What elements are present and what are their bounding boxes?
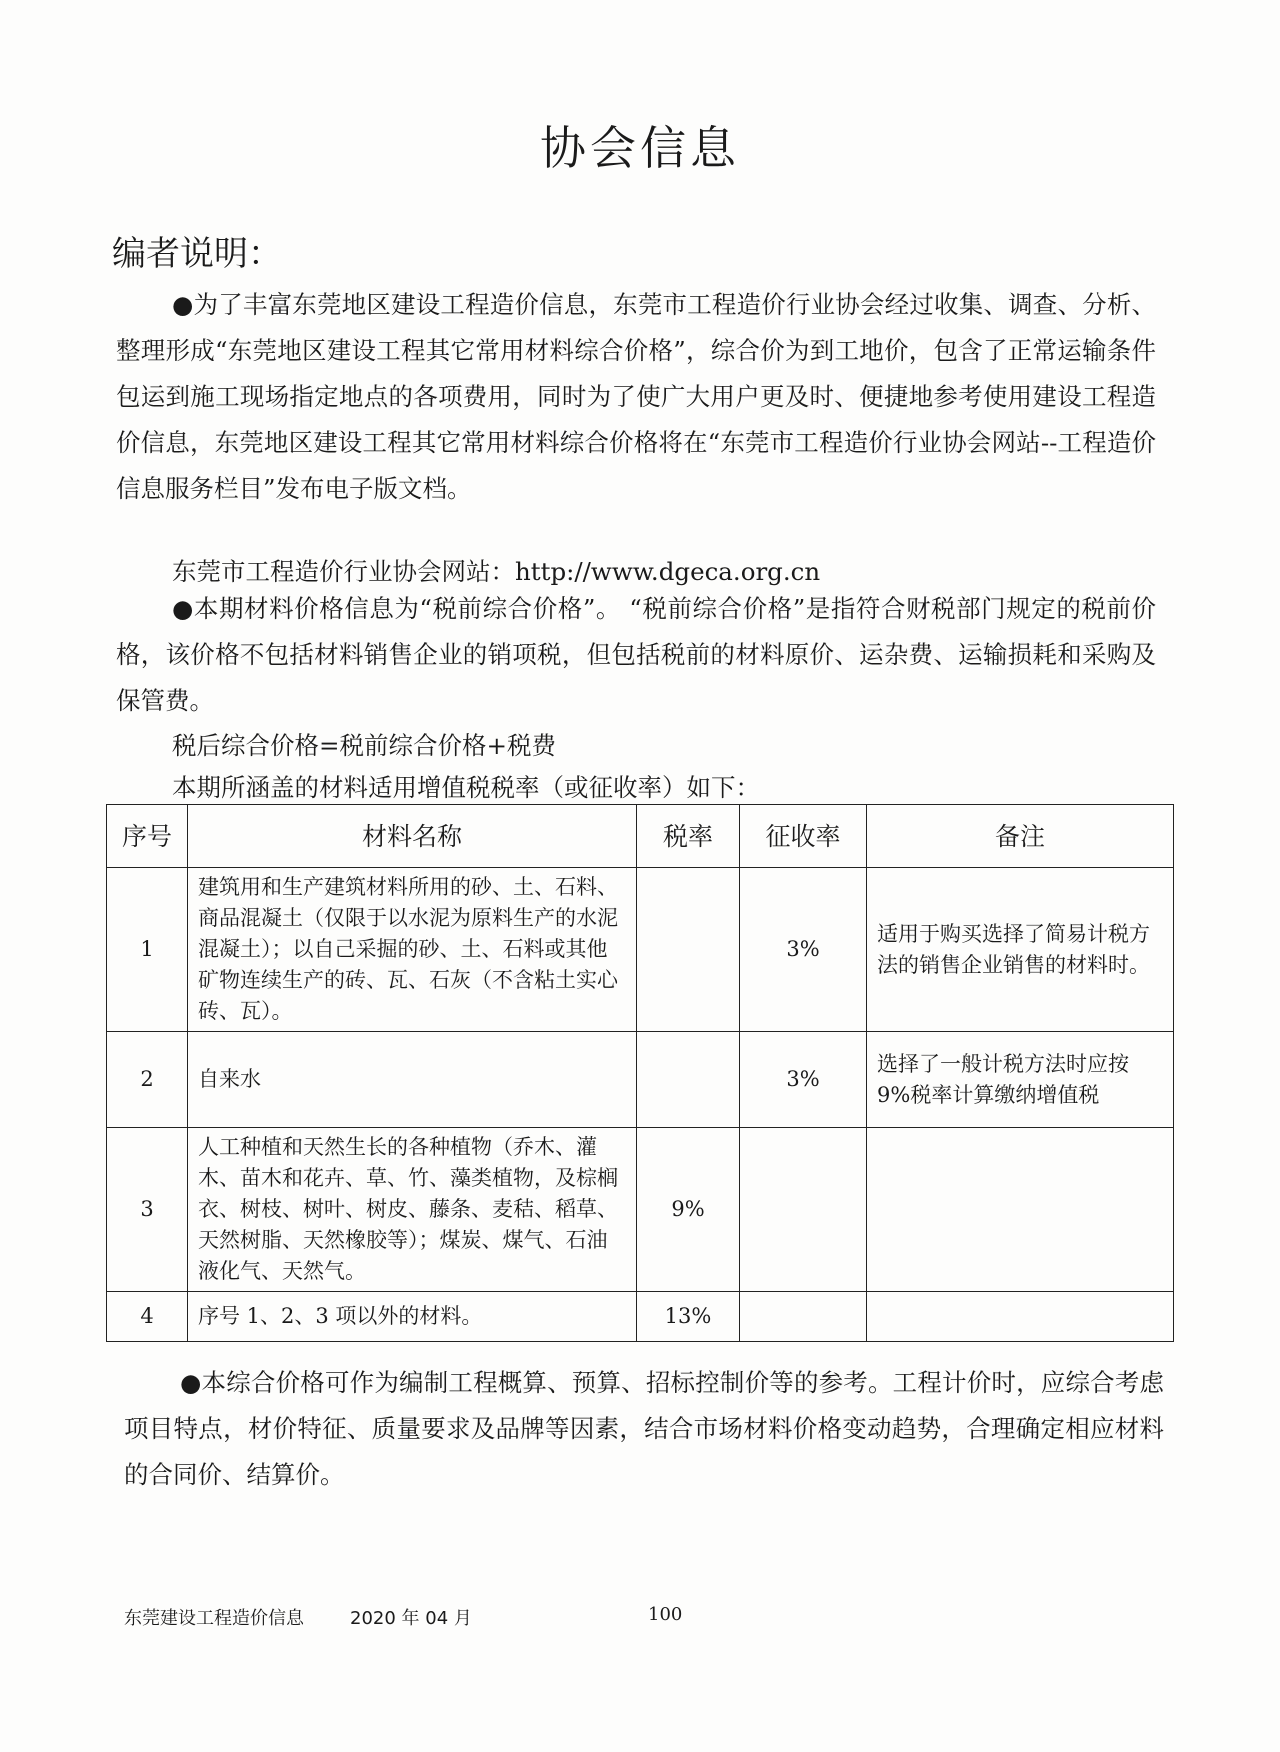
table-row xyxy=(107,1292,1174,1342)
row-rate: 9% xyxy=(637,1128,740,1292)
header-no: 序号 xyxy=(107,805,188,868)
row-rate: 13% xyxy=(637,1292,740,1342)
formula-line: 税后综合价格=税前综合价格+税费 xyxy=(172,731,557,760)
row-rate xyxy=(637,868,740,1032)
tax-rate-table xyxy=(106,804,1174,1342)
header-rate: 税率 xyxy=(637,805,740,868)
row-name: 自来水 xyxy=(188,1032,637,1128)
paragraph-intro: ●为了丰富东莞地区建设工程造价信息，东莞市工程造价行业协会经过收集、调查、分析、整理形成“东莞地区建设工程其它常用材料综合价格”，综合价为到工地价，包含了正常运输条件包运到施工现场指定地点的各项费用，同时为了使广大用户更及时、便捷地参考使用建设工程造价信息，东莞地区建设工程其它常用材料综合价格将在“东莞市工程造价行业协会网站--工程造价信息服务栏目”发布电子版文档。 xyxy=(116,290,1156,503)
section-heading: 编者说明： xyxy=(112,234,282,274)
row-name: 序号 1、2、3 项以外的材料。 xyxy=(188,1292,637,1342)
table-header-row xyxy=(107,805,1174,868)
row-name: 建筑用和生产建筑材料所用的砂、土、石料、商品混凝土（仅限于以水泥为原料生产的水泥混凝土）；以自己采掘的砂、土、石料或其他矿物连续生产的砖、瓦、石灰（不含粘土实心砖、瓦）。 xyxy=(188,868,637,1032)
table-row xyxy=(107,868,1174,1032)
row-no: 4 xyxy=(107,1292,188,1342)
row-note: 选择了一般计税方法时应按 9%税率计算缴纳增值税 xyxy=(867,1032,1174,1128)
row-levy xyxy=(740,1128,867,1292)
paragraph-usage: ●本综合价格可作为编制工程概算、预算、招标控制价等的参考。工程计价时，应综合考虑项目特点，材价特征、质量要求及品牌等因素，结合市场材料价格变动趋势，合理确定相应材料的合同价、结算价。 xyxy=(124,1368,1164,1489)
website-line: 东莞市工程造价行业协会网站：http://www.dgeca.org.cn xyxy=(172,557,821,586)
header-note: 备注 xyxy=(867,805,1174,868)
footer-date: 2020 年 04 月 xyxy=(350,1608,472,1629)
header-name: 材料名称 xyxy=(188,805,637,868)
row-no: 1 xyxy=(107,868,188,1032)
header-levy: 征收率 xyxy=(740,805,867,868)
row-note: 适用于购买选择了简易计税方法的销售企业销售的材料时。 xyxy=(867,868,1174,1032)
row-name: 人工种植和天然生长的各种植物（乔木、灌木、苗木和花卉、草、竹、藻类植物，及棕榈衣、树枝、树叶、树皮、藤条、麦秸、稻草、天然树脂、天然橡胶等）；煤炭、煤气、石油液化气、天然气。 xyxy=(188,1128,637,1292)
page-title: 协会信息 xyxy=(540,121,740,175)
paragraph-pretax: ●本期材料价格信息为“税前综合价格”。 “税前综合价格”是指符合财税部门规定的税前价格，该价格不包括材料销售企业的销项税，但包括税前的材料原价、运杂费、运输损耗和采购及保管费。 xyxy=(116,594,1156,715)
row-note xyxy=(867,1292,1174,1342)
table-row xyxy=(107,1128,1174,1292)
table-row xyxy=(107,1032,1174,1128)
table-intro-line: 本期所涵盖的材料适用增值税税率（或征收率）如下： xyxy=(172,773,760,802)
row-no: 3 xyxy=(107,1128,188,1292)
row-note xyxy=(867,1128,1174,1292)
footer-publication: 东莞建设工程造价信息 xyxy=(124,1608,304,1629)
row-rate xyxy=(637,1032,740,1128)
row-levy xyxy=(740,1292,867,1342)
footer-page-number: 100 xyxy=(648,1604,683,1625)
row-no: 2 xyxy=(107,1032,188,1128)
row-levy: 3% xyxy=(740,868,867,1032)
row-levy: 3% xyxy=(740,1032,867,1128)
